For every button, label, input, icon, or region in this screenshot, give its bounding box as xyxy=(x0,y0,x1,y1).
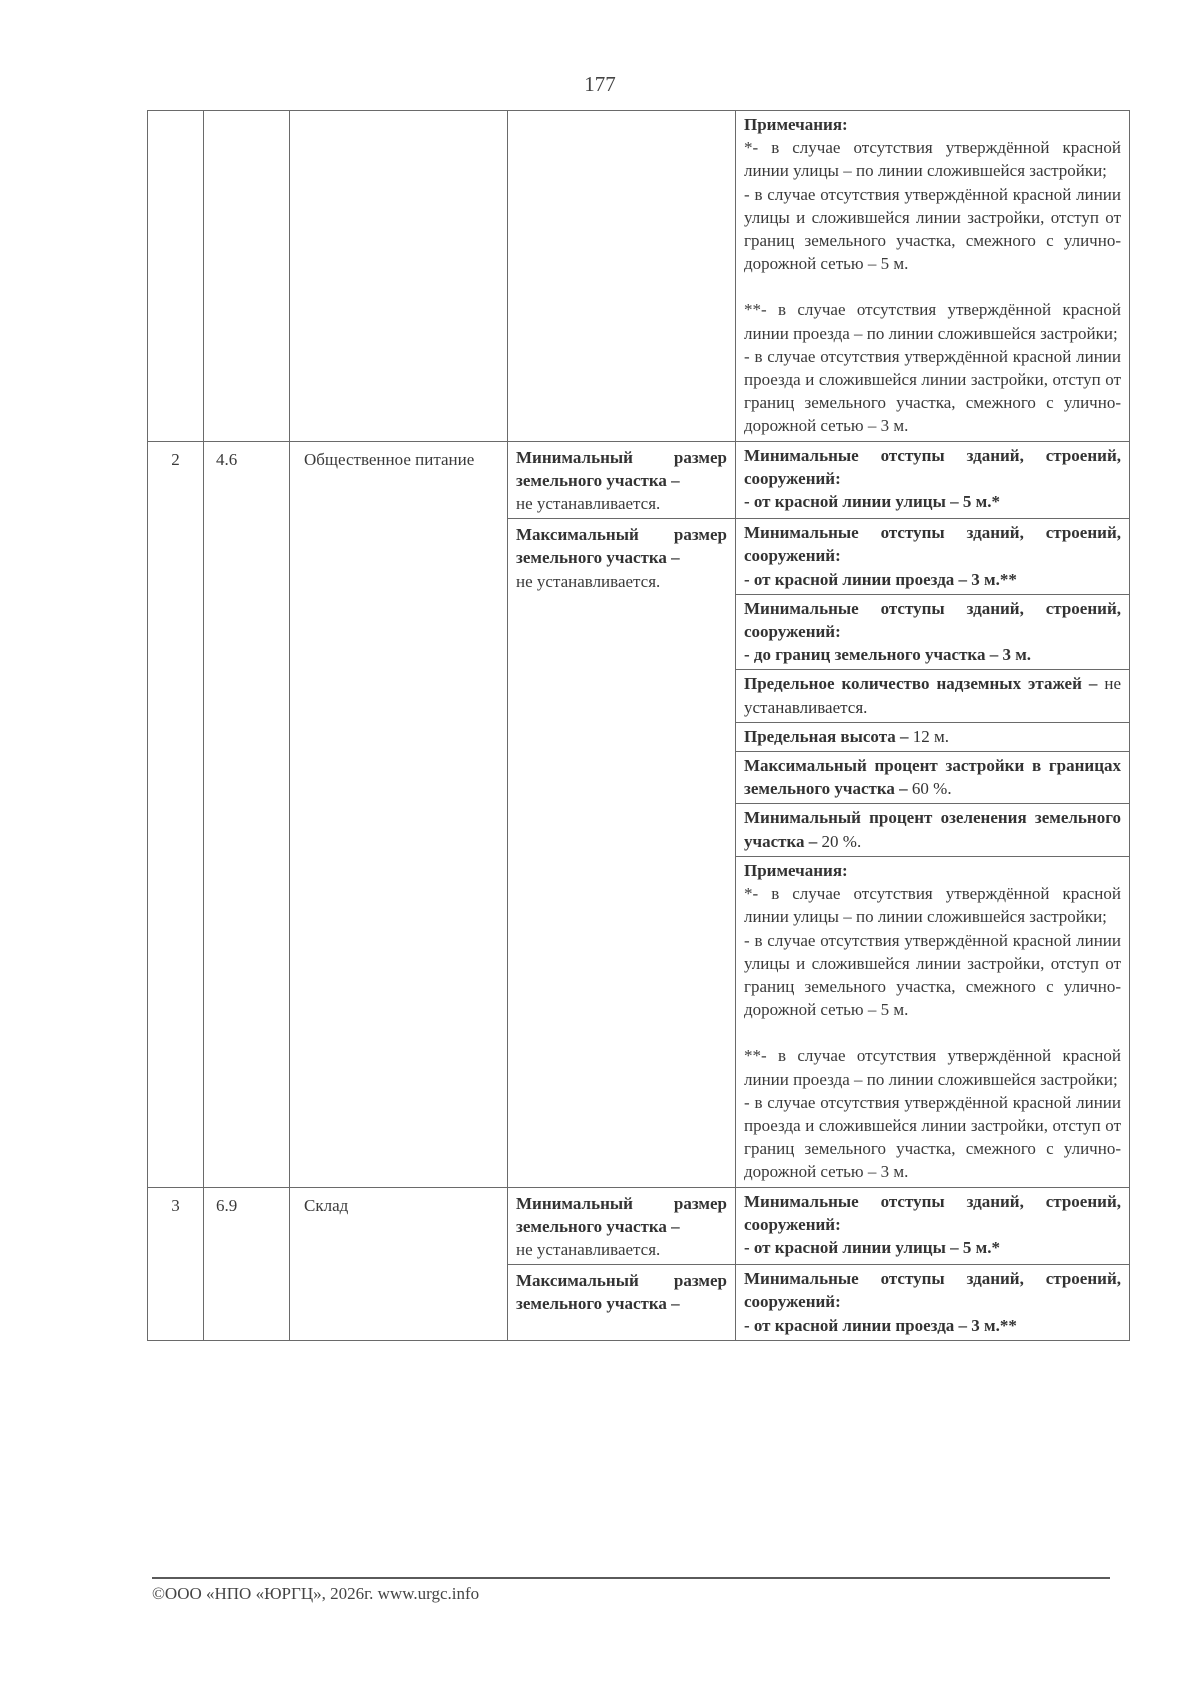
max-size-cell xyxy=(508,1265,736,1341)
row-code: 6.9 xyxy=(204,1187,290,1340)
notes-title: Примечания: xyxy=(744,860,848,880)
max-size-label: Максимальный размер земельного участка – xyxy=(516,525,727,568)
max-size-value: не устанавливается. xyxy=(516,571,661,591)
min-size-value: не устанавливается. xyxy=(516,494,661,514)
note-line: - в случае отсутствия утверждённой красной линии улицы и сложившейся линии застройки, отступ от границ земельного участка, смежного с улично-дорожной сетью – 5 м. xyxy=(744,184,1121,274)
cell-size xyxy=(508,111,736,442)
param-label: Минимальные отступы зданий, строений, сооружений: xyxy=(744,1269,1121,1312)
param-label: Минимальные отступы зданий, строений, сооружений: xyxy=(744,445,1121,488)
row-use-name: Общественное питание xyxy=(290,441,508,1187)
note-line: - в случае отсутствия утверждённой красной линии улицы и сложившейся линии застройки, отступ от границ земельного участка, смежного с улично-дорожной сетью – 5 м. xyxy=(744,930,1121,1020)
min-size-cell xyxy=(508,1187,736,1265)
param-cell xyxy=(736,594,1130,670)
param-label: Минимальные отступы зданий, строений, сооружений: xyxy=(744,523,1121,566)
max-size-label: Максимальный размер земельного участка – xyxy=(516,1271,727,1314)
min-size-value: не устанавливается. xyxy=(516,1239,661,1259)
min-size-label: Минимальный размер земельного участка – xyxy=(516,1193,727,1236)
param-cell xyxy=(736,519,1130,595)
param-value: - от красной линии улицы – 5 м.* xyxy=(744,492,1000,512)
note-line: **- в случае отсутствия утверждённой красной линии проезда – по линии сложившейся застройки; xyxy=(744,1046,1121,1089)
min-size-label: Минимальный размер земельного участка – xyxy=(516,447,727,490)
param-value: 12 м. xyxy=(912,726,950,746)
notes-cell xyxy=(736,856,1130,1187)
param-value: - от красной линии проезда – 3 м.** xyxy=(744,569,1017,589)
row-number: 3 xyxy=(148,1187,204,1340)
note-line: - в случае отсутствия утверждённой красной линии проезда и сложившейся линии застройки, отступ от границ земельного участка, смежного с улично-дорожной сетью – 3 м. xyxy=(744,1092,1121,1182)
footer-copyright: ©ООО «НПО «ЮРГЦ», 2026г. www.urgc.info xyxy=(152,1584,480,1603)
cell-num xyxy=(148,111,204,442)
param-label: Максимальный процент застройки в границах земельного участка – xyxy=(744,756,1121,799)
row-code: 4.6 xyxy=(204,441,290,1187)
param-label: Предельная высота – xyxy=(744,726,909,746)
param-value: не устанавливается. xyxy=(744,674,1122,717)
param-value: - от красной линии проезда – 3 м.** xyxy=(744,1315,1017,1335)
param-label: Минимальный процент озеленения земельного участка – xyxy=(744,808,1121,851)
param-cell xyxy=(736,722,1130,751)
note-line: *- в случае отсутствия утверждённой красной линии улицы – по линии сложившейся застройки; xyxy=(744,138,1121,181)
notes-title: Примечания: xyxy=(744,115,848,134)
notes-cell xyxy=(736,111,1130,442)
page-number: 177 xyxy=(584,72,616,96)
param-value: - от красной линии улицы – 5 м.* xyxy=(744,1237,1000,1257)
note-line: *- в случае отсутствия утверждённой красной линии улицы – по линии сложившейся застройки; xyxy=(744,884,1121,927)
cell-code xyxy=(204,111,290,442)
regulations-table xyxy=(147,110,1130,1341)
min-size-cell xyxy=(508,441,736,519)
param-value: 20 %. xyxy=(821,831,862,851)
param-label: Минимальные отступы зданий, строений, сооружений: xyxy=(744,598,1121,642)
note-line: - в случае отсутствия утверждённой красной линии проезда и сложившейся линии застройки, отступ от границ земельного участка, смежного с улично-дорожной сетью – 3 м. xyxy=(744,346,1121,436)
param-cell xyxy=(736,1265,1130,1341)
footer-divider xyxy=(152,1577,1110,1579)
param-value: - до границ земельного участка – 3 м. xyxy=(744,645,1032,665)
row-number: 2 xyxy=(148,441,204,1187)
table-row-continuation xyxy=(148,111,1130,442)
param-cell xyxy=(736,670,1130,722)
cell-name xyxy=(290,111,508,442)
param-cell xyxy=(736,441,1130,519)
param-label: Предельное количество надземных этажей – xyxy=(744,674,1098,694)
max-size-cell xyxy=(508,519,736,1187)
table-row xyxy=(148,441,1130,519)
param-cell xyxy=(736,752,1130,804)
param-cell xyxy=(736,804,1130,856)
param-label: Минимальные отступы зданий, строений, сооружений: xyxy=(744,1191,1121,1234)
row-use-name: Склад xyxy=(290,1187,508,1340)
table-row xyxy=(148,1187,1130,1265)
param-value: 60 %. xyxy=(911,779,952,799)
note-line: **- в случае отсутствия утверждённой красной линии проезда – по линии сложившейся застройки; xyxy=(744,300,1121,343)
param-cell xyxy=(736,1187,1130,1265)
